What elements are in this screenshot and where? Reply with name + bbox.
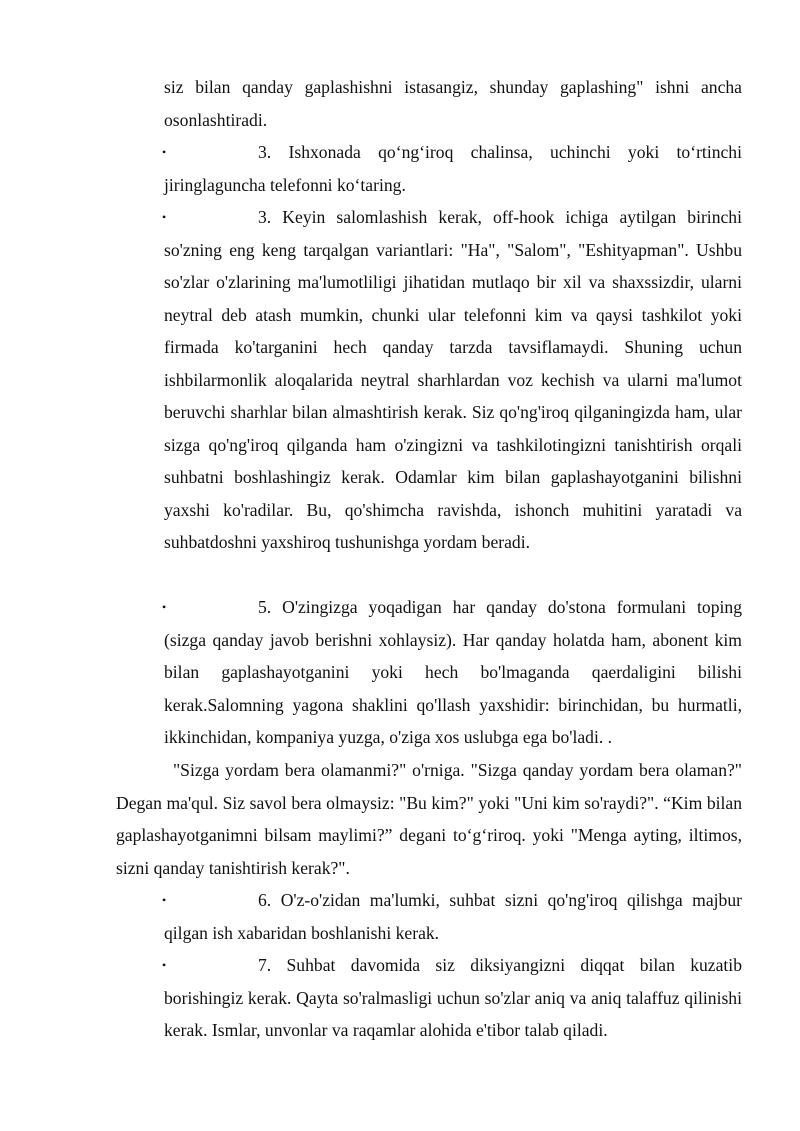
list-item bbox=[110, 201, 742, 559]
bullet-icon: • bbox=[162, 210, 167, 224]
intro-continuation-paragraph: siz bilan qanday gaplashishni istasangiz, shunday gaplashing" ishni ancha osonlashtiradi. bbox=[164, 77, 742, 130]
list-item bbox=[110, 949, 742, 1047]
bullet-icon: • bbox=[162, 958, 167, 972]
body-paragraph: "Sizga yordam bera olamanmi?" o'rniga. "Sizga qanday yordam bera olaman?" Degan ma'qul. Siz savol bera olmaysiz: "Bu kim?" yoki "Uni kim so'raydi?". “Kim bilan gaplashayotganimni bilsam maylimi?” degani to‘g‘riroq. yoki "Menga ayting, iltimos, sizni qanday tanishtirish kerak?". bbox=[116, 760, 742, 878]
list-item bbox=[110, 884, 742, 949]
list-item-text: 7. Suhbat davomida siz diksiyangizni diqqat bilan kuzatib borishingiz kerak. Qayta so'ralmasligi uchun so'zlar aniq va aniq talaffuz qilinishi kerak. Ismlar, unvonlar va raqamlar alohida e'tibor talab qiladi. bbox=[164, 955, 742, 1040]
list-item-text: 3. Keyin salomlashish kerak, off-hook ichiga aytilgan birinchi so'zning eng keng tarqalgan variantlari: "Ha", "Salom", "Eshityapman". Ushbu so'zlar o'zlarining ma'lumotliligi jihatidan mutlaqo bir xil va shaxssizdir, ularni neytral deb atash mumkin, chunki ular telefonni kim va qaysi tashkilot yoki firmada ko'targanini hech qanday tarzda tavsiflamaydi. Shuning uchun ishbilarmonlik aloqalarida neytral sharhlardan voz kechish va ularni ma'lumot beruvchi sharhlar bilan almashtirish kerak. Siz qo'ng'iroq qilganingizda ham, ular sizga qo'ng'iroq qilganda ham o'zingizni va tashkilotingizni tanishtirish orqali suhbatni boshlashingiz kerak. Odamlar kim bilan gaplashayotganini bilishni yaxshi ko'radilar. Bu, qo'shimcha ravishda, ishonch muhitini yaratadi va suhbatdoshni yaxshiroq tushunishga yordam beradi. bbox=[164, 207, 742, 552]
list-item-text: 5. O'zingizga yoqadigan har qanday do'stona formulani toping (sizga qanday javob berishni xohlaysiz). Har qanday holatda ham, abonent kim bilan gaplashayotganini yoki hech bo'lmaganda qaerdaligini bilishi kerak.Salomning yagona shaklini qo'llash yaxshidir: birinchidan, bu hurmatli, ikkinchidan, kompaniya yuzga, o'ziga xos uslubga ega bo'ladi. . bbox=[164, 597, 742, 747]
list-item-text: 3. Ishxonada qo‘ng‘iroq chalinsa, uchinchi yoki to‘rtinchi jiringlaguncha telefonni ko‘taring. bbox=[164, 142, 742, 195]
list-item bbox=[110, 591, 742, 754]
list-item bbox=[110, 136, 742, 201]
bullet-icon: • bbox=[162, 600, 167, 614]
list-item-text: 6. O'z-o'zidan ma'lumki, suhbat sizni qo'ng'iroq qilishga majbur qilgan ish xabaridan boshlanishi kerak. bbox=[164, 890, 742, 943]
bullet-icon: • bbox=[162, 145, 167, 159]
bullet-icon: • bbox=[162, 893, 167, 907]
